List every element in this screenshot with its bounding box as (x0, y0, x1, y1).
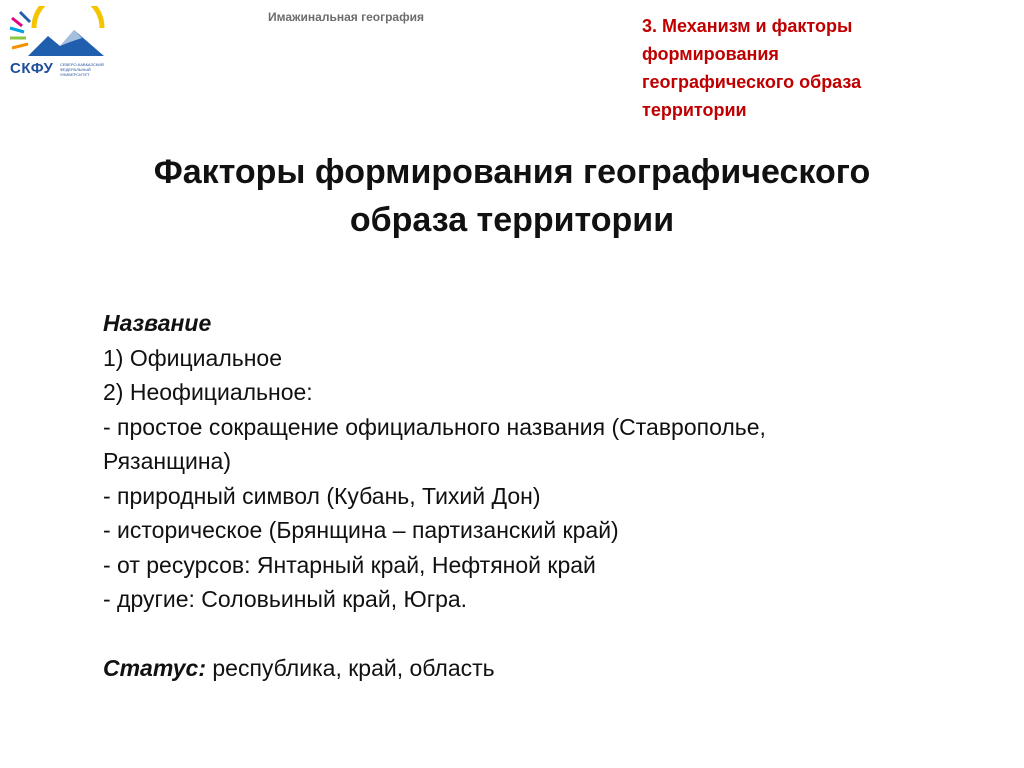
content-line: 1) Официальное (103, 344, 283, 371)
content-line: - другие: Соловьиный край, Югра. (103, 586, 468, 612)
section-title-line: территории (642, 100, 747, 120)
name-heading: Название (103, 310, 212, 336)
logo-emblem-icon (4, 6, 108, 62)
content-line: - историческое (Брянщина – партизанский край) (103, 517, 619, 543)
logo-subtitle: СЕВЕРО-КАВКАЗСКИЙ ФЕДЕРАЛЬНЫЙ УНИВЕРСИТЕТ (60, 62, 104, 77)
page-title-line: Факторы формирования географического (153, 153, 871, 191)
content-line: 2) Неофициальное: (103, 379, 313, 405)
page-title (60, 148, 964, 244)
header-topic: Имажинальная география (268, 10, 424, 24)
content-line: Рязанщина) (103, 448, 231, 474)
logo-abbreviation: СКФУ (10, 60, 54, 77)
section-title-line: формирования (642, 44, 779, 64)
section-title (642, 12, 982, 124)
content-line: - простое сокращение официального названия (Ставрополье, (103, 413, 766, 440)
page-title-line: образа территории (349, 201, 675, 239)
content-line: - от ресурсов: Янтарный край, Нефтяной край (103, 551, 596, 578)
university-logo (4, 6, 108, 80)
status-label: Статус: (103, 655, 206, 681)
section-title-line: 3. Механизм и факторы (642, 16, 853, 36)
content-line: - природный символ (Кубань, Тихий Дон) (103, 482, 541, 509)
section-title-line: географического образа (642, 72, 862, 92)
status-line (103, 651, 963, 686)
status-value: республика, край, область (205, 655, 495, 681)
spacer (103, 617, 963, 652)
content-body (103, 306, 963, 686)
